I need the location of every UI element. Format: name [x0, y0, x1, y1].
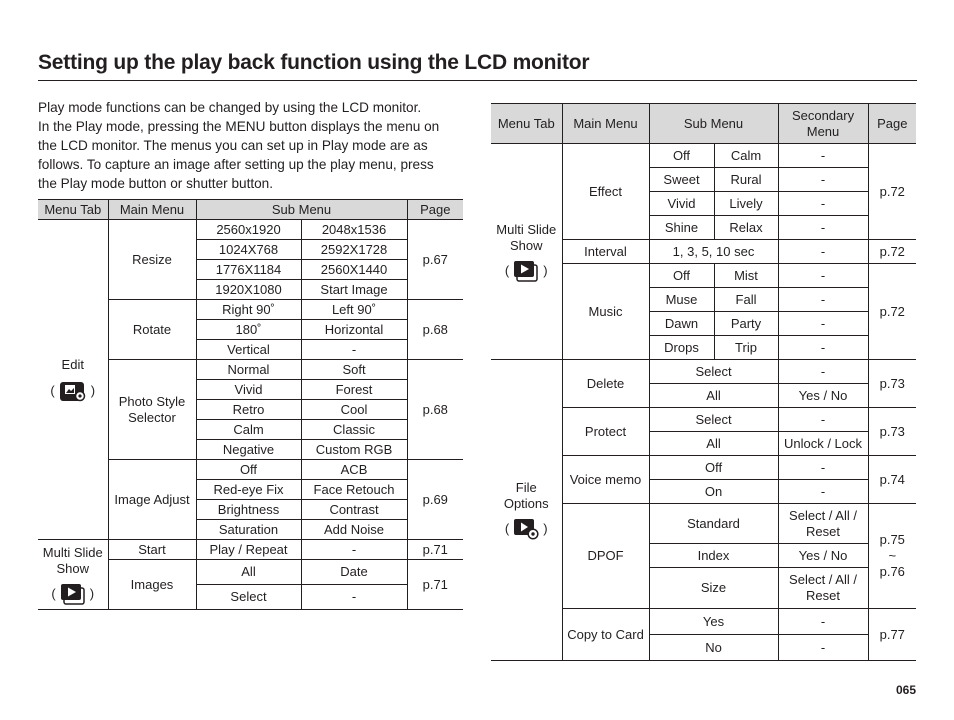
tab-label: File — [515, 480, 537, 495]
tab-icon-group — [505, 518, 548, 540]
sub-cell: 1024X768 — [196, 240, 301, 260]
page-title: Setting up the play back function using the LCD monitor — [38, 51, 590, 74]
intro-line: In the Play mode, pressing the MENU button displays the menu on — [38, 119, 440, 134]
sub-cell: Brightness — [196, 500, 301, 520]
secondary-cell: - — [778, 192, 868, 216]
secondary-cell: Unlock / Lock — [778, 432, 868, 456]
header-main-menu: Main Menu — [562, 104, 649, 144]
intro-line: follows. To capture an image after setting up the play menu, press — [38, 157, 434, 172]
main-resize: Resize — [108, 220, 196, 300]
main-line: Selector — [128, 409, 176, 425]
page-ref: p.72 — [868, 144, 916, 240]
sub-cell: Fall — [714, 288, 778, 312]
main-image-adjust: Image Adjust — [108, 460, 196, 540]
sub-cell: Off — [649, 264, 714, 288]
page-line: p.75 — [879, 532, 905, 547]
table-row — [491, 360, 916, 384]
page-ref: p.71 — [407, 560, 463, 610]
sub-cell: Horizontal — [301, 320, 407, 340]
header-menu-tab: Menu Tab — [38, 200, 108, 220]
secondary-cell: Yes / No — [778, 384, 868, 408]
table-header-row — [491, 104, 916, 144]
sub-cell: On — [649, 480, 778, 504]
table-header-row — [38, 200, 463, 220]
sub-cell: Date — [301, 560, 407, 585]
sub-cell: Shine — [649, 216, 714, 240]
sub-cell: Size — [649, 568, 778, 609]
secondary-cell: - — [778, 240, 868, 264]
paren-open: ( — [504, 262, 510, 278]
sub-cell: Index — [649, 544, 778, 568]
sub-cell: Vivid — [196, 380, 301, 400]
sub-cell: Trip — [714, 336, 778, 360]
tab-edit-cell — [38, 220, 108, 540]
tab-label: Show — [509, 237, 543, 253]
sub-cell: All — [649, 432, 778, 456]
main-effect: Effect — [562, 144, 649, 240]
main-start: Start — [108, 540, 196, 560]
sub-cell: Cool — [301, 400, 407, 420]
sub-cell: Soft — [301, 360, 407, 380]
page-ref — [868, 504, 916, 609]
main-dpof: DPOF — [562, 504, 649, 609]
secondary-cell — [778, 504, 868, 544]
sub-cell: 180˚ — [196, 320, 301, 340]
secondary-cell: - — [778, 312, 868, 336]
sub-cell: Calm — [196, 420, 301, 440]
sub-cell: - — [301, 540, 407, 560]
page-number: 065 — [895, 683, 916, 697]
sub-cell: Play / Repeat — [196, 540, 301, 560]
title-divider — [38, 80, 917, 81]
intro-line: the LCD monitor. The menus you can set up in Play mode are as — [38, 138, 428, 153]
page-ref: p.69 — [407, 460, 463, 540]
sub-cell: Start Image — [301, 280, 407, 300]
main-voice-memo: Voice memo — [562, 456, 649, 504]
secondary-cell: - — [778, 360, 868, 384]
secondary-cell: - — [778, 144, 868, 168]
play-icon — [513, 260, 539, 282]
sub-cell: All — [196, 560, 301, 585]
secondary-cell: - — [778, 408, 868, 432]
secondary-line: Reset — [806, 588, 840, 603]
page-line: p.76 — [879, 564, 905, 579]
secondary-cell: - — [778, 216, 868, 240]
page-ref: p.73 — [868, 360, 916, 408]
sub-cell: - — [301, 585, 407, 610]
paren-open: ( — [504, 521, 510, 536]
tab-slideshow-cell — [38, 540, 108, 610]
sub-cell: 1776X1184 — [196, 260, 301, 280]
main-copy-to-card: Copy to Card — [562, 609, 649, 661]
intro-paragraph — [38, 98, 462, 193]
sub-cell: Relax — [714, 216, 778, 240]
header-page: Page — [407, 200, 463, 220]
paren-close: ) — [90, 382, 96, 398]
page-ref: p.68 — [407, 300, 463, 360]
sub-cell: Sweet — [649, 168, 714, 192]
sub-cell: Normal — [196, 360, 301, 380]
play-icon — [60, 583, 86, 605]
sub-cell: No — [649, 635, 778, 661]
sub-cell: Saturation — [196, 520, 301, 540]
secondary-cell: - — [778, 480, 868, 504]
sub-cell: Drops — [649, 336, 714, 360]
sub-cell: 1920X1080 — [196, 280, 301, 300]
sub-cell: Yes — [649, 609, 778, 635]
table-row — [38, 540, 463, 560]
slideshow-file-menu-table — [491, 103, 916, 661]
tab-icon-group — [505, 260, 548, 282]
header-sub-menu: Sub Menu — [196, 200, 407, 220]
tab-label: Edit — [61, 356, 84, 372]
sub-cell: 2560x1920 — [196, 220, 301, 240]
paren-close: ) — [543, 521, 548, 536]
main-rotate: Rotate — [108, 300, 196, 360]
sub-cell: - — [301, 340, 407, 360]
sub-cell: All — [649, 384, 778, 408]
secondary-cell: - — [778, 168, 868, 192]
main-interval: Interval — [562, 240, 649, 264]
sub-cell: Face Retouch — [301, 480, 407, 500]
edit-icon — [59, 379, 87, 403]
page-ref: p.77 — [868, 609, 916, 661]
page-ref: p.72 — [868, 264, 916, 360]
secondary-line: Select / All / — [789, 572, 857, 587]
header-secondary-menu: Secondary Menu — [778, 104, 868, 144]
sub-cell: Negative — [196, 440, 301, 460]
sub-cell: Retro — [196, 400, 301, 420]
file-options-icon — [513, 518, 539, 540]
sub-cell: Vertical — [196, 340, 301, 360]
sub-cell: 2560X1440 — [301, 260, 407, 280]
sub-cell: Select — [649, 408, 778, 432]
sub-cell: Lively — [714, 192, 778, 216]
tab-label: Multi Slide — [496, 221, 557, 237]
secondary-line: Select / All / — [789, 507, 857, 523]
table-row — [491, 144, 916, 168]
sub-cell: Select — [196, 585, 301, 610]
sub-cell: 1, 3, 5, 10 sec — [649, 240, 778, 264]
sub-cell: Rural — [714, 168, 778, 192]
sub-cell: Dawn — [649, 312, 714, 336]
main-protect: Protect — [562, 408, 649, 456]
tab-slideshow-cell — [491, 144, 562, 360]
intro-line: Play mode functions can be changed by using the LCD monitor. — [38, 100, 422, 115]
secondary-cell: - — [778, 609, 868, 635]
header-main-menu: Main Menu — [108, 200, 196, 220]
sub-cell: Off — [649, 456, 778, 480]
intro-line: the Play mode button or shutter button. — [38, 176, 274, 191]
sub-cell: Add Noise — [301, 520, 407, 540]
secondary-cell: - — [778, 635, 868, 661]
main-line: Photo Style — [118, 393, 186, 409]
sub-cell: Right 90˚ — [196, 300, 301, 320]
sub-cell: Contrast — [301, 500, 407, 520]
page-ref: p.68 — [407, 360, 463, 460]
paren-open: ( — [50, 382, 55, 398]
sub-cell: ACB — [301, 460, 407, 480]
sub-cell: Forest — [301, 380, 407, 400]
sub-cell: Mist — [714, 264, 778, 288]
tab-file-options-cell — [491, 360, 562, 661]
secondary-line: Reset — [806, 523, 840, 539]
tab-icon-group — [50, 379, 95, 403]
main-music: Music — [562, 264, 649, 360]
sub-cell: Custom RGB — [301, 440, 407, 460]
main-photo-style — [108, 360, 196, 460]
secondary-cell: - — [778, 336, 868, 360]
main-delete: Delete — [562, 360, 649, 408]
header-page: Page — [868, 104, 916, 144]
sub-cell: Muse — [649, 288, 714, 312]
tab-label: Show — [56, 560, 90, 576]
page-ref: p.72 — [868, 240, 916, 264]
sub-cell: 2592X1728 — [301, 240, 407, 260]
sub-cell: Off — [196, 460, 301, 480]
secondary-cell: - — [778, 264, 868, 288]
page-ref: p.71 — [407, 540, 463, 560]
header-sub-menu: Sub Menu — [649, 104, 778, 144]
paren-open: ( — [51, 585, 56, 601]
tab-label: Options — [503, 496, 549, 511]
sub-cell: Standard — [649, 504, 778, 544]
tab-label: Multi Slide — [42, 544, 103, 560]
sub-cell: Calm — [714, 144, 778, 168]
page-ref: p.73 — [868, 408, 916, 456]
sub-cell: Select — [649, 360, 778, 384]
sub-cell: Off — [649, 144, 714, 168]
page-ref: p.74 — [868, 456, 916, 504]
secondary-cell: Yes / No — [778, 544, 868, 568]
sub-cell: Classic — [301, 420, 407, 440]
edit-menu-table — [38, 199, 463, 610]
secondary-cell: - — [778, 456, 868, 480]
secondary-cell: - — [778, 288, 868, 312]
sub-cell: Party — [714, 312, 778, 336]
page-line: ~ — [888, 548, 897, 563]
tab-icon-group — [51, 583, 94, 605]
sub-cell: Red-eye Fix — [196, 480, 301, 500]
page-ref: p.67 — [407, 220, 463, 300]
sub-cell: Vivid — [649, 192, 714, 216]
sub-cell: Left 90˚ — [301, 300, 407, 320]
secondary-cell — [778, 568, 868, 609]
table-row — [38, 220, 463, 240]
sub-cell: 2048x1536 — [301, 220, 407, 240]
header-menu-tab: Menu Tab — [491, 104, 562, 144]
main-images: Images — [108, 560, 196, 610]
paren-close: ) — [543, 262, 548, 278]
paren-close: ) — [89, 585, 95, 601]
